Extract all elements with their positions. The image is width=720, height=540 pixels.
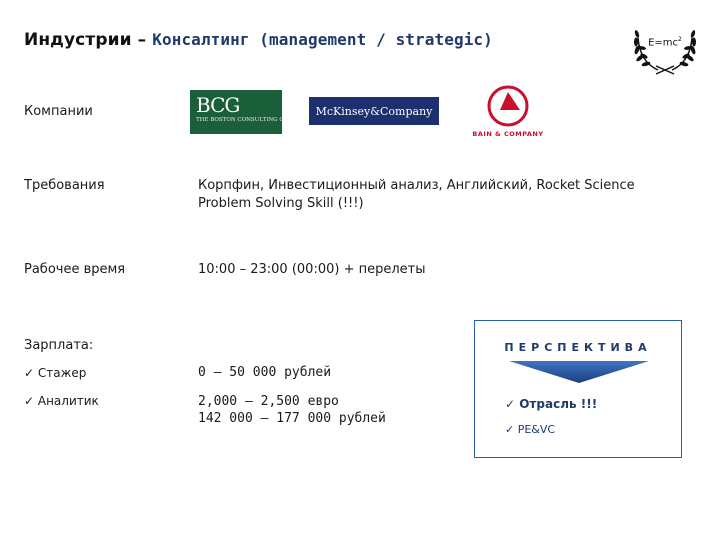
mckinsey-logo-text: McKinsey&Company [315, 104, 433, 118]
perspective-box [474, 320, 682, 458]
perspective-item-industry: ✓ Отрасль !!! [505, 397, 598, 411]
bain-logo-text: BAIN & COMPANY [472, 130, 544, 138]
mckinsey-logo [309, 97, 439, 125]
bcg-logo [190, 90, 301, 134]
title-consulting: Консалтинг (management / strategic) [152, 30, 493, 49]
title-industries: Индустрии – [24, 30, 153, 50]
bcg-logo-subtext: THE BOSTON CONSULTING GROUP [196, 117, 301, 123]
page-title [24, 30, 493, 50]
bain-emblem-icon [460, 84, 556, 130]
down-arrow-icon [509, 361, 649, 385]
analyst-label: ✓ Аналитик [24, 394, 99, 408]
requirements-line-2: Problem Solving Skill (!!!) [198, 196, 364, 211]
salary-label: Зарплата: [24, 338, 94, 353]
intern-label: ✓ Стажер [24, 366, 87, 380]
bcg-logo-text: BCG [196, 93, 240, 117]
requirements-label: Требования [24, 178, 105, 193]
work-time-label: Рабочее время [24, 262, 126, 277]
requirements-line-1: Корпфин, Инвестиционный анализ, Английский, Rocket Science [198, 178, 635, 193]
perspective-title: ПЕРСПЕКТИВА [504, 341, 652, 354]
bain-logo [460, 84, 556, 140]
emblem-formula [630, 36, 700, 48]
analyst-salary-rub: 142 000 – 177 000 рублей [198, 411, 386, 426]
work-time-value: 10:00 – 23:00 (00:00) + перелеты [198, 262, 426, 277]
intern-salary: 0 – 50 000 рублей [198, 365, 332, 380]
emblem-formula-base: E=mc [648, 37, 679, 49]
companies-label: Компании [24, 104, 93, 119]
perspective-item-pe-vc: ✓ PE&VC [505, 423, 556, 436]
laurel-emblem [630, 14, 700, 76]
emblem-formula-sup: 2 [678, 36, 682, 43]
analyst-salary-eur: 2,000 – 2,500 евро [198, 394, 339, 409]
